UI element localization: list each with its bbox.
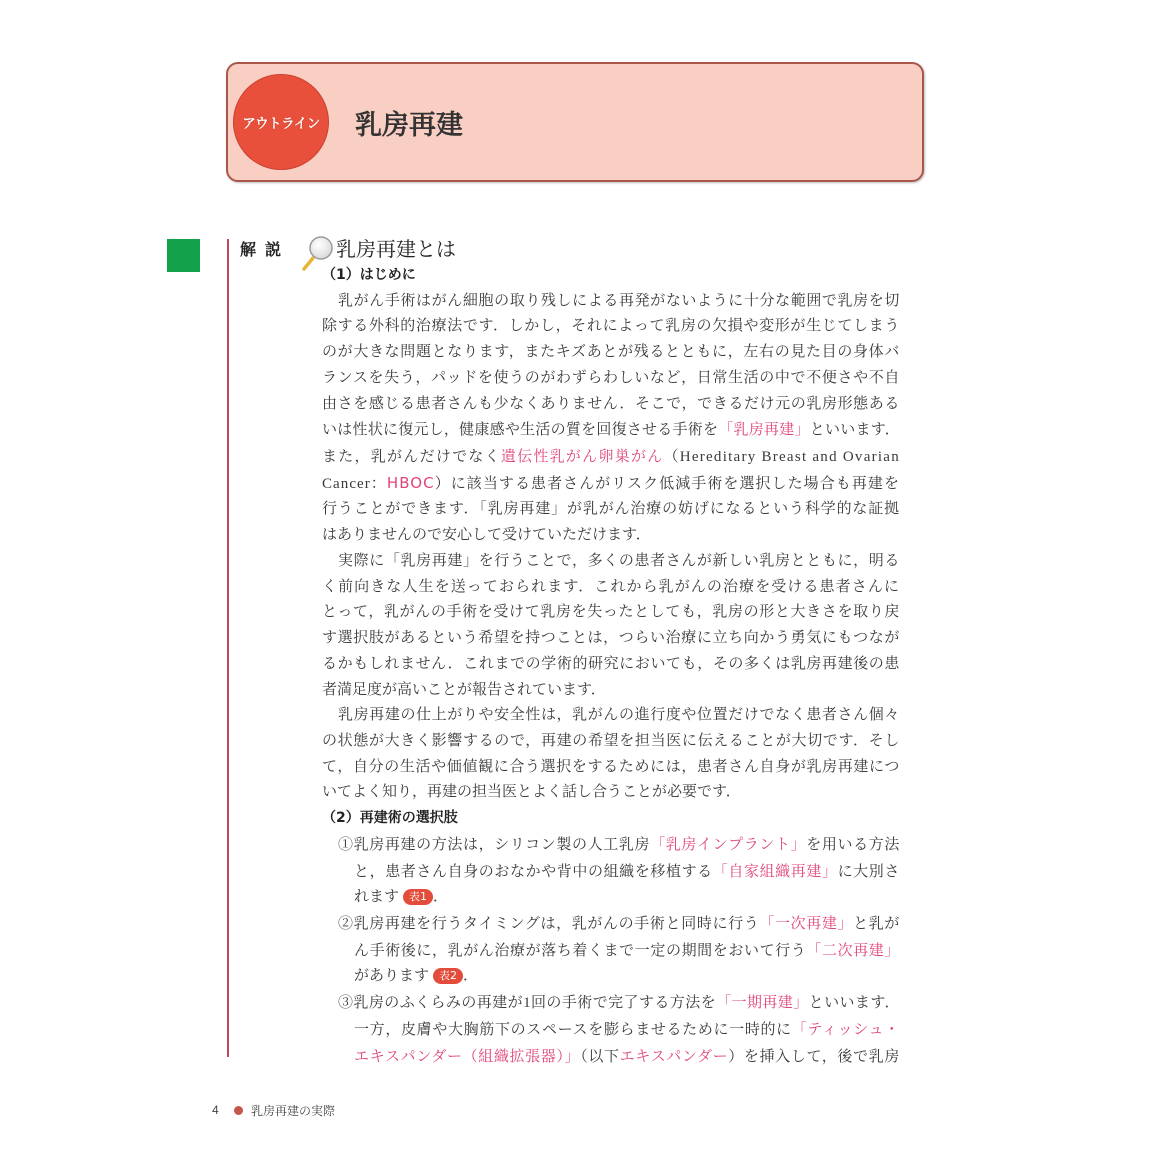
text-segment: 一方，皮膚や大胸筋下のスペースを膨らませるために一時的に xyxy=(354,1021,792,1038)
list-item xyxy=(322,990,900,1070)
text-line xyxy=(322,729,900,755)
text-line-content xyxy=(354,968,478,984)
text-line-content xyxy=(322,370,900,386)
table-reference-badge: 表1 xyxy=(403,889,433,905)
keyword-highlight: 「乳房インプラント」 xyxy=(650,834,807,853)
text-line xyxy=(322,366,900,392)
text-line xyxy=(322,497,900,523)
text-line xyxy=(322,964,900,990)
keyword-highlight: エキスパンダー（組織拡張器）」 xyxy=(354,1046,581,1065)
keyword-highlight: 「自家組織再建」 xyxy=(712,861,838,880)
running-title: 乳房再建の実際 xyxy=(251,1103,336,1118)
text-line xyxy=(322,549,900,575)
text-line xyxy=(322,471,900,498)
text-segment: （以下 xyxy=(580,1048,620,1065)
text-segment: と乳が xyxy=(853,915,900,932)
outline-badge-label: アウトライン xyxy=(242,116,320,132)
text-line xyxy=(322,600,900,626)
text-segment: いは性状に復元し，健康感や生活の質を回復させる手術を xyxy=(322,422,719,439)
keyword-highlight: 「一期再建」 xyxy=(716,993,809,1012)
text-line-content xyxy=(322,579,900,595)
text-segment: の状態が大きく影響するので，再建の希望を担当医に伝えることが大切です．そし xyxy=(322,732,900,749)
text-segment: るかもしれません．これまでの学術的研究においても，その多くは乳房再建後の患 xyxy=(322,655,900,672)
dot-icon xyxy=(234,1106,243,1115)
text-line-content xyxy=(338,553,900,569)
text-segment: く前向きな人生を送っておられます．これから乳がんの治療を受ける患者さんに xyxy=(322,578,900,595)
text-segment: また，乳がんだけでなく xyxy=(322,449,501,466)
text-line xyxy=(322,575,900,601)
keyword-highlight: エキスパンダー xyxy=(619,1046,729,1065)
subsection-title: （1）はじめに xyxy=(322,267,416,283)
text-line xyxy=(322,652,900,678)
text-segment: ③乳房のふくらみの再建が1回の手術で完了する方法を xyxy=(338,995,717,1012)
article-heading: 乳房再建とは xyxy=(336,237,456,261)
text-line xyxy=(322,314,900,340)
vertical-rule xyxy=(227,239,229,1057)
page-footer xyxy=(212,1101,335,1119)
text-line xyxy=(322,990,900,1017)
text-segment: を用いる方法 xyxy=(806,836,900,853)
text-line xyxy=(322,859,900,886)
text-line-content xyxy=(322,604,900,620)
paragraph xyxy=(322,549,900,703)
subsection-title: （2）再建術の選択肢 xyxy=(322,810,458,827)
text-line-content xyxy=(322,473,900,492)
text-line xyxy=(322,832,900,859)
text-line-content xyxy=(322,422,900,438)
text-line-content xyxy=(338,707,900,723)
text-segment: 乳がん手術はがん細胞の取り残しによる再発がないように十分な範囲で乳房を切 xyxy=(338,292,900,309)
text-segment: ランスを失う，パッドを使うのがわずらわしいなど，日常生活の中で不便さや不自 xyxy=(322,369,900,386)
text-segment: れます xyxy=(354,889,400,906)
text-line xyxy=(322,1017,900,1044)
text-line xyxy=(322,703,900,729)
text-segment: ①乳房再建の方法は，シリコン製の人工乳房 xyxy=(338,836,651,853)
page-title: 乳房再建 xyxy=(355,109,463,141)
keyword-highlight: 遺伝性乳がん卵巣がん xyxy=(500,447,664,466)
outline-header xyxy=(226,62,924,182)
text-line-content xyxy=(322,449,900,465)
text-segment: ）を挿入して，後で乳房 xyxy=(728,1048,900,1065)
text-segment: （Hereditary Breast and Ovarian xyxy=(663,449,900,466)
text-line xyxy=(322,289,900,315)
text-segment: はありませんので安心して受けていただけます． xyxy=(322,527,651,544)
text-segment: のが大きな問題となります，またキズあとが残るとともに，左右の見た目の身体バ xyxy=(322,344,900,361)
text-segment: といいます． xyxy=(808,995,900,1012)
text-line-content xyxy=(322,630,900,646)
keyword-highlight: 「ティッシュ・ xyxy=(791,1019,900,1038)
text-line xyxy=(322,626,900,652)
text-line xyxy=(322,780,900,806)
text-segment: 実際に「乳房再建」を行うことで，多くの患者さんが新しい乳房とともに，明る xyxy=(338,552,900,569)
text-line xyxy=(322,1044,900,1071)
text-line-content xyxy=(354,861,900,880)
text-line-content xyxy=(338,995,900,1011)
text-line-content xyxy=(322,501,900,517)
text-segment: 除する外科的治療法です．しかし，それによって乳房の欠損や変形が生じてしまう xyxy=(322,318,900,335)
text-line xyxy=(322,911,900,938)
text-segment: ②乳房再建を行うタイミングは，乳がんの手術と同時に行う xyxy=(338,915,760,932)
text-line xyxy=(322,678,900,704)
green-square-marker xyxy=(167,239,200,272)
text-segment: 者満足度が高いことが報告されています． xyxy=(322,681,606,698)
paragraph xyxy=(322,703,900,806)
text-line xyxy=(322,755,900,781)
text-line xyxy=(322,885,900,911)
text-line-content xyxy=(354,889,448,905)
text-line xyxy=(322,417,900,444)
text-line-content xyxy=(354,1019,900,1038)
text-segment: て，自分の生活や価値観に合う選択をするためには，患者さん自身が乳房再建につ xyxy=(322,758,900,775)
text-line-content xyxy=(322,682,606,698)
text-line-content xyxy=(322,759,900,775)
text-line xyxy=(322,340,900,366)
section-label: 解説 xyxy=(240,240,291,259)
text-segment: ． xyxy=(433,889,449,906)
text-segment: といいます． xyxy=(809,422,900,439)
table-reference-badge: 表2 xyxy=(433,968,463,984)
paragraph xyxy=(322,289,900,549)
text-line xyxy=(322,523,900,549)
text-segment: す選択肢があるという希望を持つことは，つらい治療に立ち向かう勇気にもつなが xyxy=(322,630,900,647)
text-line-content xyxy=(322,396,900,412)
text-line-content xyxy=(354,1046,900,1065)
text-segment: ）に該当する患者さんがリスク低減手術を選択した場合も再建を xyxy=(434,475,900,492)
text-segment: ． xyxy=(463,968,479,985)
text-line-content xyxy=(322,733,900,749)
list-item xyxy=(322,911,900,990)
text-line-content xyxy=(338,293,900,309)
page-number: 4 xyxy=(212,1103,219,1117)
text-line-content xyxy=(322,527,651,543)
outline-badge xyxy=(233,74,329,170)
text-segment: いてよく知り，再建の担当医とよく話し合うことが必要です． xyxy=(322,784,741,801)
body-text xyxy=(322,263,900,1070)
text-line-content xyxy=(322,318,900,334)
text-line-content xyxy=(338,834,900,853)
keyword-highlight: 「二次再建」 xyxy=(806,940,900,959)
text-segment: に大別さ xyxy=(837,863,900,880)
text-line-content xyxy=(354,940,900,959)
text-segment: Cancer： xyxy=(322,475,387,492)
text-segment: 行うことができます．「乳房再建」が乳がん治療の妨げになるという科学的な証拠 xyxy=(322,501,900,518)
text-line-content xyxy=(338,913,900,932)
keyword-highlight: 「一次再建」 xyxy=(759,913,854,932)
keyword-highlight: HBOC xyxy=(386,473,435,492)
text-line-content xyxy=(322,656,900,672)
text-segment: があります xyxy=(354,968,430,985)
text-line xyxy=(322,938,900,965)
text-segment: とって，乳がんの手術を受けて乳房を失ったとしても，乳房の形と大きさを取り戻 xyxy=(322,604,900,621)
text-line-content xyxy=(322,344,900,360)
text-line-content xyxy=(322,784,741,800)
keyword-highlight: 「乳房再建」 xyxy=(718,420,810,439)
text-segment: ん手術後に，乳がん治療が落ち着くまで一定の期間をおいて行う xyxy=(354,942,807,959)
text-segment: 由さを感じる患者さんも少なくありません．そこで，できるだけ元の乳房形態ある xyxy=(322,395,900,412)
text-segment: 乳房再建の仕上がりや安全性は，乳がんの進行度や位置だけでなく患者さん個々 xyxy=(338,707,900,724)
text-segment: と，患者さん自身のおなかや背中の組織を移植する xyxy=(354,863,713,880)
text-line xyxy=(322,444,900,471)
text-line xyxy=(322,392,900,418)
list-item xyxy=(322,832,900,911)
